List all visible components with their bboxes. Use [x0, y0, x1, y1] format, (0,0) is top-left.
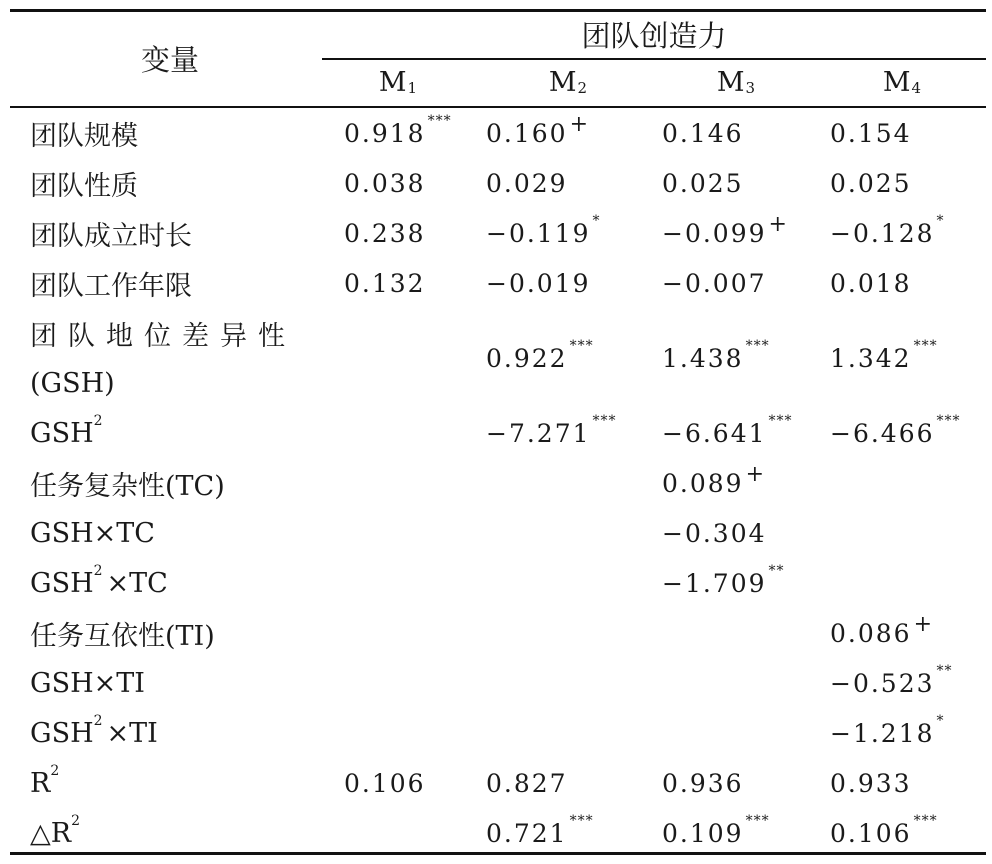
row-label: [30, 558, 168, 608]
cell-m1: [344, 208, 426, 258]
cell-m1: [344, 758, 426, 808]
row-label: [30, 658, 145, 708]
cell-value: −6.641: [662, 418, 767, 448]
cell-m3: [662, 458, 765, 508]
cell-m4: [830, 658, 953, 708]
significance-marker: ***: [592, 413, 617, 429]
cell-value: 0.933: [830, 768, 912, 798]
significance-marker: +: [768, 211, 788, 237]
model-header-sub: 1: [407, 79, 418, 97]
cell-value: −0.007: [662, 268, 767, 298]
cell-m3: [662, 108, 744, 158]
stub-header: 变量: [140, 42, 199, 77]
cell-value: 0.721: [486, 818, 568, 848]
significance-marker: **: [768, 563, 785, 579]
model-header-3: [661, 60, 811, 104]
cell-m1: [344, 158, 426, 208]
cell-m4: [830, 158, 912, 208]
row-label: [30, 258, 192, 308]
cell-value: 0.146: [662, 118, 744, 148]
table-row: [0, 758, 992, 808]
cell-m1: [344, 108, 452, 158]
row-label: [30, 408, 107, 458]
row-label: [30, 108, 138, 158]
table-row: [0, 308, 992, 408]
cell-value: −0.128: [830, 218, 935, 248]
row-label: [30, 508, 155, 558]
row-label-superscript: 2: [93, 413, 103, 429]
table-row: [0, 208, 992, 258]
cell-value: 0.018: [830, 268, 912, 298]
cell-m4: [830, 808, 938, 858]
row-label: [30, 208, 192, 258]
model-header-base: M: [378, 66, 407, 98]
significance-marker: ***: [427, 113, 452, 129]
model-header-2: [493, 60, 643, 104]
row-label: [30, 708, 158, 758]
model-header-sub: 2: [577, 79, 588, 97]
significance-marker: ***: [913, 338, 938, 354]
row-label: [30, 308, 296, 358]
row-label-superscript: 2: [50, 763, 60, 779]
cell-m4: [830, 408, 961, 458]
cell-value: 0.160: [486, 118, 568, 148]
cell-m4: [830, 308, 938, 408]
cell-value: 0.029: [486, 168, 568, 198]
significance-marker: *: [936, 213, 945, 229]
table-row: [0, 258, 992, 308]
cell-value: 0.025: [830, 168, 912, 198]
row-label-text: GSH: [30, 567, 94, 599]
model-header-4: [827, 60, 977, 104]
cell-m3: [662, 308, 770, 408]
cell-value: −6.466: [830, 418, 935, 448]
cell-value: 0.827: [486, 768, 568, 798]
model-header-base: M: [548, 66, 577, 98]
cell-value: −0.019: [486, 268, 591, 298]
cell-m3: [662, 258, 767, 308]
table-row: [0, 508, 992, 558]
cell-value: −7.271: [486, 418, 591, 448]
cell-value: 0.109: [662, 818, 744, 848]
cell-m1: [344, 258, 426, 308]
row-label-text: GSH: [30, 717, 94, 749]
cell-value: 1.342: [830, 343, 912, 373]
cell-value: 0.106: [830, 818, 912, 848]
row-label-text: GSH×TI: [30, 667, 145, 699]
model-header-base: M: [716, 66, 745, 98]
row-label-text: 团队工作年限: [30, 270, 192, 302]
cell-value: 0.106: [344, 768, 426, 798]
cell-m3: [662, 158, 744, 208]
cell-value: 0.132: [344, 268, 426, 298]
table-row: [0, 408, 992, 458]
significance-marker: ***: [569, 338, 594, 354]
significance-marker: ***: [768, 413, 793, 429]
row-label-text: GSH: [30, 417, 94, 449]
table-row: [0, 658, 992, 708]
cell-value: 0.918: [344, 118, 426, 148]
row-label-text: R: [30, 767, 51, 799]
cell-value: 0.936: [662, 768, 744, 798]
significance-marker: ***: [745, 338, 770, 354]
cell-m2: [486, 258, 591, 308]
cell-m2: [486, 308, 594, 408]
model-header-1: [323, 60, 473, 104]
row-label-superscript: 2: [93, 563, 103, 579]
row-label-suffix: ×TC: [106, 567, 168, 599]
table-row: [0, 708, 992, 758]
row-label-superscript: 2: [71, 813, 81, 829]
table-row: [0, 558, 992, 608]
row-label: [30, 808, 84, 858]
significance-marker: ***: [936, 413, 961, 429]
cell-value: −0.099: [662, 218, 767, 248]
cell-m4: [830, 708, 945, 758]
cell-m2: [486, 408, 617, 458]
cell-value: 0.086: [830, 618, 912, 648]
cell-m3: [662, 408, 793, 458]
model-header-base: M: [882, 66, 911, 98]
table-row: [0, 458, 992, 508]
table-row: [0, 158, 992, 208]
cell-m3: [662, 508, 767, 558]
cell-m2: [486, 158, 568, 208]
cell-m2: [486, 758, 568, 808]
significance-marker: ***: [745, 813, 770, 829]
cell-m3: [662, 758, 744, 808]
cell-value: 0.025: [662, 168, 744, 198]
row-label-text: 团队地位差异性: [30, 320, 296, 352]
significance-marker: +: [569, 111, 590, 137]
row-label: [30, 758, 63, 808]
table-row: [0, 808, 992, 858]
row-label-text: 团队规模: [30, 120, 138, 152]
row-label-suffix: ×TI: [106, 717, 158, 749]
row-label-text: GSH×TC: [30, 517, 155, 549]
significance-marker: **: [936, 663, 953, 679]
cell-m3: [662, 808, 770, 858]
row-label-text: 团队性质: [30, 170, 138, 202]
group-header: 团队创造力: [581, 18, 727, 53]
cell-m2: [486, 108, 589, 158]
significance-marker: ***: [913, 813, 938, 829]
cell-value: 0.038: [344, 168, 426, 198]
cell-m4: [830, 758, 912, 808]
significance-marker: +: [913, 611, 934, 637]
cell-m2: [486, 208, 601, 258]
model-header-sub: 3: [745, 79, 756, 97]
significance-marker: ***: [569, 813, 594, 829]
cell-m3: [662, 208, 788, 258]
significance-marker: *: [936, 713, 945, 729]
cell-m4: [830, 108, 912, 158]
row-label-superscript: 2: [93, 713, 103, 729]
cell-m4: [830, 258, 912, 308]
cell-m4: [830, 608, 933, 658]
row-label-text: 任务互依性(TI): [30, 620, 215, 652]
cell-value: −0.523: [830, 668, 935, 698]
model-header-sub: 4: [911, 79, 922, 97]
cell-value: −0.304: [662, 518, 767, 548]
row-label-text: 任务复杂性(TC): [30, 470, 225, 502]
significance-marker: *: [592, 213, 601, 229]
cell-m2: [486, 808, 594, 858]
cell-value: 0.922: [486, 343, 568, 373]
cell-value: −1.709: [662, 568, 767, 598]
cell-value: 1.438: [662, 343, 744, 373]
cell-value: 0.154: [830, 118, 912, 148]
row-label-text: △R: [30, 817, 72, 849]
cell-m4: [830, 208, 945, 258]
cell-m3: [662, 558, 785, 608]
cell-value: 0.238: [344, 218, 426, 248]
table-row: [0, 108, 992, 158]
cell-value: −1.218: [830, 718, 935, 748]
row-label: [30, 158, 138, 208]
row-label: [30, 458, 225, 508]
table-row: [0, 608, 992, 658]
cell-value: −0.119: [486, 218, 591, 248]
row-label-line2: (GSH): [30, 367, 115, 399]
significance-marker: +: [745, 461, 766, 487]
cell-value: 0.089: [662, 468, 744, 498]
row-label-text: 团队成立时长: [30, 220, 192, 252]
row-label: [30, 608, 215, 658]
